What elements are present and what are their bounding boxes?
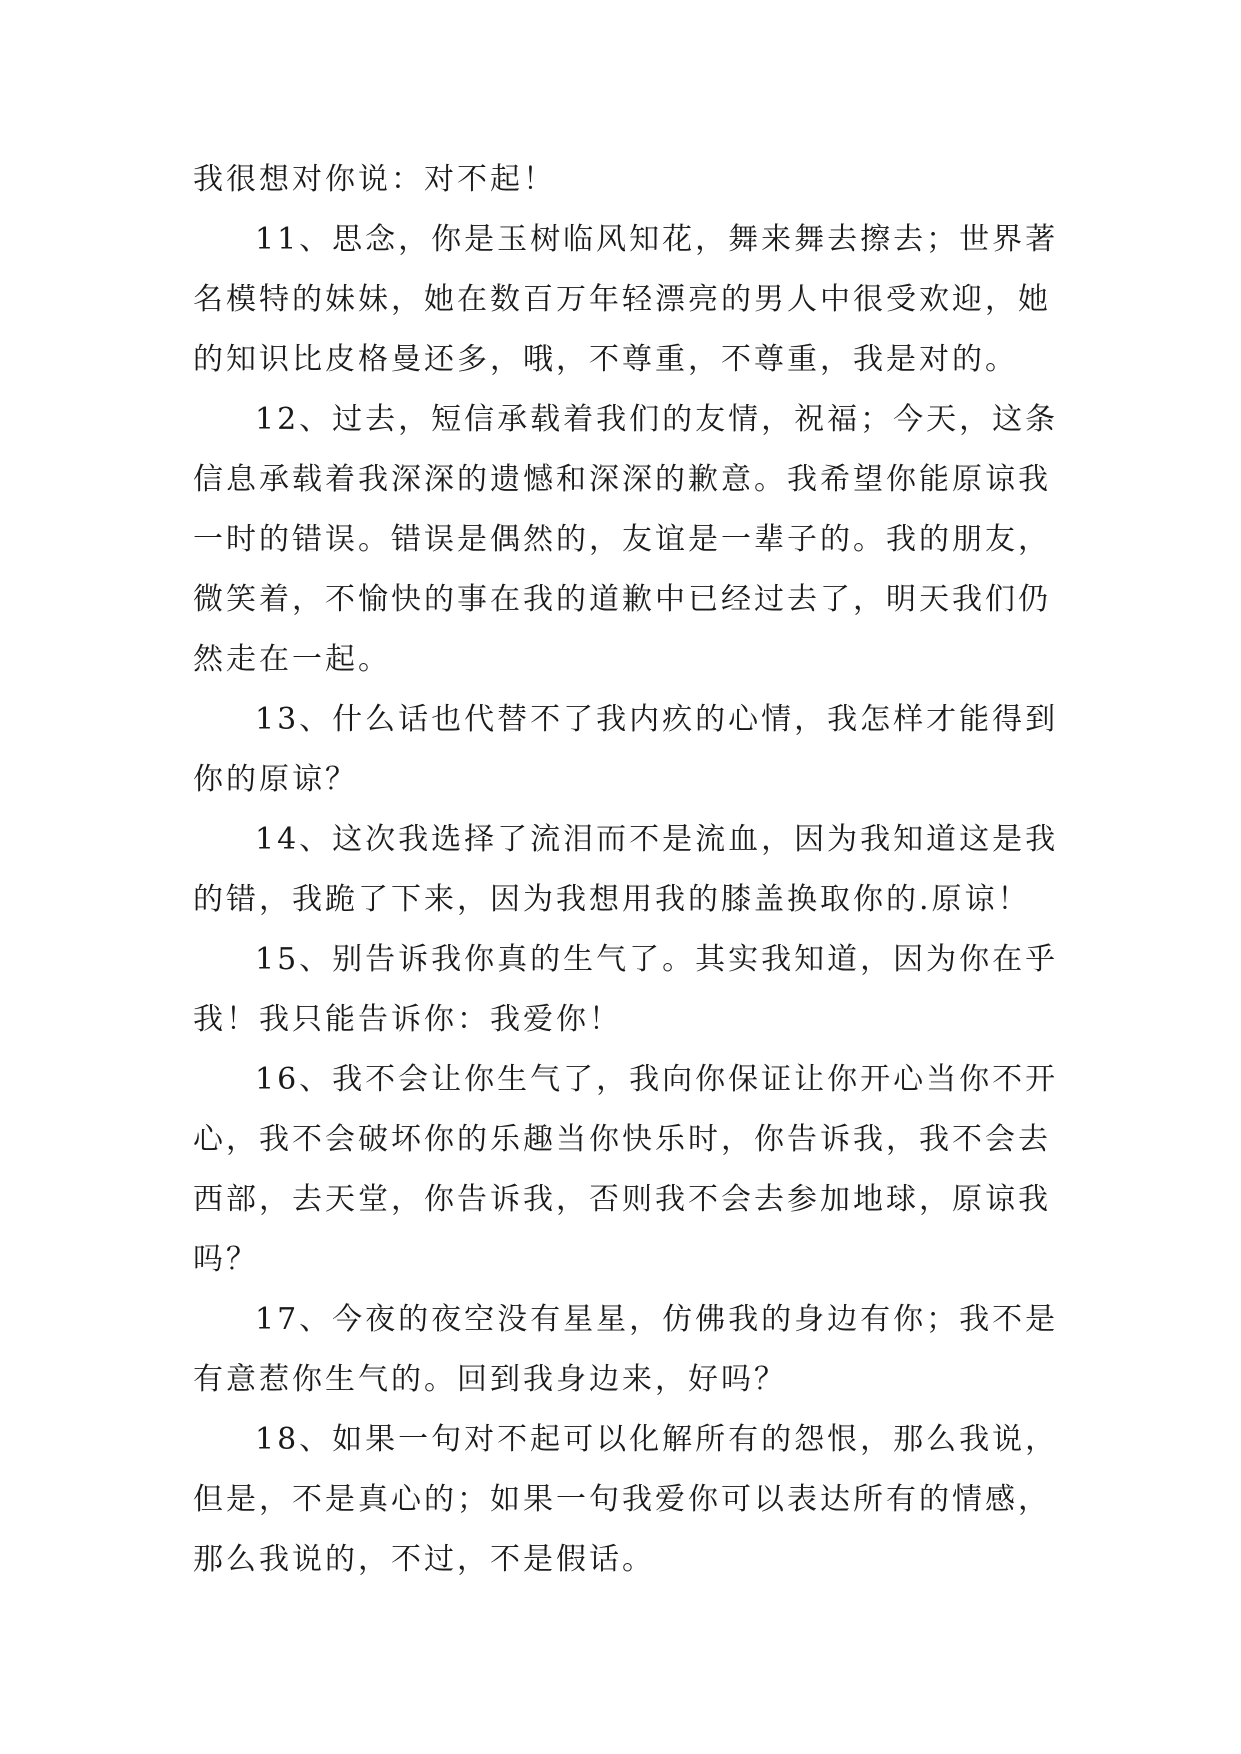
text-line: 16、我不会让你生气了，我向你保证让你开心当你不开 bbox=[255, 1062, 1059, 1097]
text-line: 名模特的妹妹，她在数百万年轻漂亮的男人中很受欢迎，她 bbox=[193, 282, 1051, 317]
text-line: 然走在一起。 bbox=[193, 642, 391, 677]
paragraph-continuation bbox=[193, 150, 1055, 210]
text-line: 11、思念，你是玉树临风知花，舞来舞去擦去；世界著 bbox=[255, 222, 1059, 257]
text-line: 西部，去天堂，你告诉我，否则我不会去参加地球，原谅我 bbox=[193, 1182, 1051, 1217]
paragraph-11 bbox=[193, 210, 1059, 390]
text-line: 吗？ bbox=[193, 1242, 259, 1277]
text-line: 的错，我跪了下来，因为我想用我的膝盖换取你的.原谅！ bbox=[193, 882, 1031, 917]
paragraph-16 bbox=[193, 1050, 1059, 1290]
text-line: 心，我不会破坏你的乐趣当你快乐时，你告诉我，我不会去 bbox=[193, 1122, 1051, 1157]
paragraph-15 bbox=[193, 930, 1059, 1050]
text-line: 你的原谅？ bbox=[193, 762, 358, 797]
text-line: 我很想对你说：对不起！ bbox=[193, 162, 556, 197]
text-line: 我！我只能告诉你：我爱你！ bbox=[193, 1002, 622, 1037]
paragraph-17 bbox=[193, 1290, 1059, 1410]
paragraph-12 bbox=[193, 390, 1059, 690]
text-line: 但是，不是真心的；如果一句我爱你可以表达所有的情感， bbox=[193, 1482, 1051, 1517]
text-line: 15、别告诉我你真的生气了。其实我知道，因为你在乎 bbox=[255, 942, 1059, 977]
text-line: 有意惹你生气的。回到我身边来，好吗？ bbox=[193, 1362, 787, 1397]
text-line: 一时的错误。错误是偶然的，友谊是一辈子的。我的朋友， bbox=[193, 522, 1051, 557]
text-line: 微笑着，不愉快的事在我的道歉中已经过去了，明天我们仍 bbox=[193, 582, 1051, 617]
paragraph-18 bbox=[193, 1410, 1059, 1590]
document-body bbox=[193, 150, 1059, 1590]
text-line: 18、如果一句对不起可以化解所有的怨恨，那么我说， bbox=[255, 1422, 1059, 1457]
text-line: 13、什么话也代替不了我内疚的心情，我怎样才能得到 bbox=[255, 702, 1059, 737]
text-line: 17、今夜的夜空没有星星，仿佛我的身边有你；我不是 bbox=[255, 1302, 1059, 1337]
text-line: 12、过去，短信承载着我们的友情，祝福；今天，这条 bbox=[255, 402, 1059, 437]
text-line: 那么我说的，不过，不是假话。 bbox=[193, 1542, 655, 1577]
text-line: 的知识比皮格曼还多，哦，不尊重，不尊重，我是对的。 bbox=[193, 342, 1018, 377]
text-line: 14、这次我选择了流泪而不是流血，因为我知道这是我 bbox=[255, 822, 1059, 857]
paragraph-14 bbox=[193, 810, 1059, 930]
paragraph-13 bbox=[193, 690, 1059, 810]
text-line: 信息承载着我深深的遗憾和深深的歉意。我希望你能原谅我 bbox=[193, 462, 1051, 497]
